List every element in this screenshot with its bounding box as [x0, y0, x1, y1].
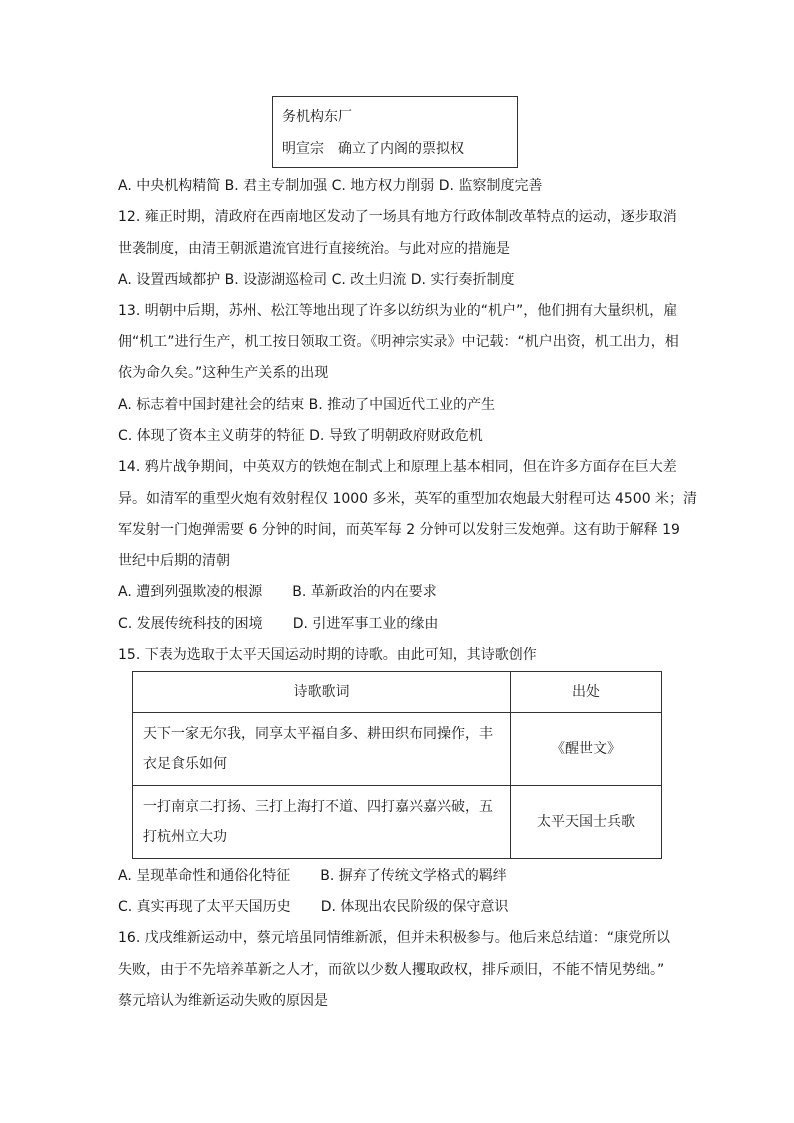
q15-option-d: D. 体现出农民阶级的保守意识	[320, 899, 509, 915]
header-lyrics: 诗歌歌词	[133, 672, 511, 713]
q13-stem-line2: 佣“机工”进行生产，机工按日领取工资。《明神宗实录》中记载：“机户出资，机工出力，相	[118, 334, 679, 350]
q16-stem-line1: 16. 戊戌维新运动中，蔡元培虽同情维新派，但并未积极参与。他后来总结道：“康党所以	[118, 930, 670, 946]
q14-stem-line4: 世纪中后期的清朝	[118, 553, 230, 569]
lyrics-line: 衣足食乐如何	[143, 756, 227, 772]
q14-stem-line3: 军发射一门炮弹需要 6 分钟的时间，而英军每 2 分钟可以发射三发炮弹。这有助于解释 19	[118, 522, 680, 538]
q14-options-row2	[118, 614, 438, 634]
q13-options-line2: C. 体现了资本主义萌芽的特征 D. 导致了明朝政府财政危机	[118, 428, 483, 444]
q15-option-b: B. 摒弃了传统文学格式的羁绊	[320, 868, 507, 884]
q13-options-line1: A. 标志着中国封建社会的结束 B. 推动了中国近代工业的产生	[118, 397, 496, 413]
top-table-row2-right: 确立了内阁的票拟权	[338, 141, 464, 157]
q15-stem: 15. 下表为选取于太平天国运动时期的诗歌。由此可知，其诗歌创作	[118, 647, 537, 663]
q14-option-a: A. 遭到列强欺凌的根源	[118, 584, 263, 600]
q14-stem-line1: 14. 鸦片战争期间，中英双方的铁炮在制式上和原理上基本相同，但在许多方面存在巨大差	[118, 459, 677, 475]
table-row	[133, 713, 662, 786]
q13-stem-line1: 13. 明朝中后期，苏州、松江等地出现了许多以纺织为业的“机户”，他们拥有大量织机，雇	[118, 303, 678, 319]
q14-option-b: B. 革新政治的内在要求	[292, 584, 437, 600]
q16-stem-line2: 失败，由于不先培养革新之人才，而欲以少数人攫取政权，排斥顽旧，不能不情见势绌。”	[118, 962, 665, 978]
q16-stem-line3: 蔡元培认为维新运动失败的原因是	[118, 993, 328, 1009]
q13-stem-line3: 依为命久矣。”这种生产关系的出现	[118, 365, 329, 381]
lyrics-cell	[133, 786, 511, 859]
q14-stem-line2: 异。如清军的重型火炮有效射程仅 1000 多米，英军的重型加农炮最大射程可达 4500 米；清	[118, 491, 698, 507]
q12-options: A. 设置西域都护 B. 设澎湖巡检司 C. 改土归流 D. 实行奏折制度	[118, 272, 515, 288]
q15-option-a: A. 呈现革命性和通俗化特征	[118, 868, 291, 884]
q15-options-row2	[118, 897, 508, 917]
top-table-row2	[282, 139, 464, 159]
lyrics-cell	[133, 713, 511, 786]
top-table-row1: 务机构东厂	[282, 109, 352, 125]
lyrics-line: 打杭州立大功	[143, 829, 227, 845]
q14-option-c: C. 发展传统科技的困境	[118, 616, 263, 632]
q15-option-c: C. 真实再现了太平天国历史	[118, 899, 291, 915]
lyrics-line: 一打南京二打扬、三打上海打不道、四打嘉兴嘉兴破，五	[143, 799, 493, 815]
table-row	[133, 786, 662, 859]
source-cell: 《醒世文》	[511, 713, 662, 786]
q12-stem-line2: 世袭制度，由清王朝派遣流官进行直接统治。与此对应的措施是	[118, 241, 510, 257]
lyrics-line: 天下一家无尔我，同享太平福自多、耕田织布同操作，丰	[143, 726, 493, 742]
q14-options-row1	[118, 582, 437, 602]
q12-stem-line1: 12. 雍正时期，清政府在西南地区发动了一场具有地方行政体制改革特点的运动，逐步取消	[118, 209, 677, 225]
header-source: 出处	[511, 672, 662, 713]
poem-table-header	[133, 672, 662, 713]
top-table-fragment	[272, 96, 518, 168]
poem-table	[132, 671, 662, 859]
top-table-row2-left: 明宣宗	[282, 141, 324, 157]
q14-option-d: D. 引进军事工业的缘由	[292, 616, 439, 632]
q15-options-row1	[118, 866, 507, 886]
source-cell: 太平天国士兵歌	[511, 786, 662, 859]
q11-options: A. 中央机构精简 B. 君主专制加强 C. 地方权力削弱 D. 监察制度完善	[118, 178, 543, 194]
